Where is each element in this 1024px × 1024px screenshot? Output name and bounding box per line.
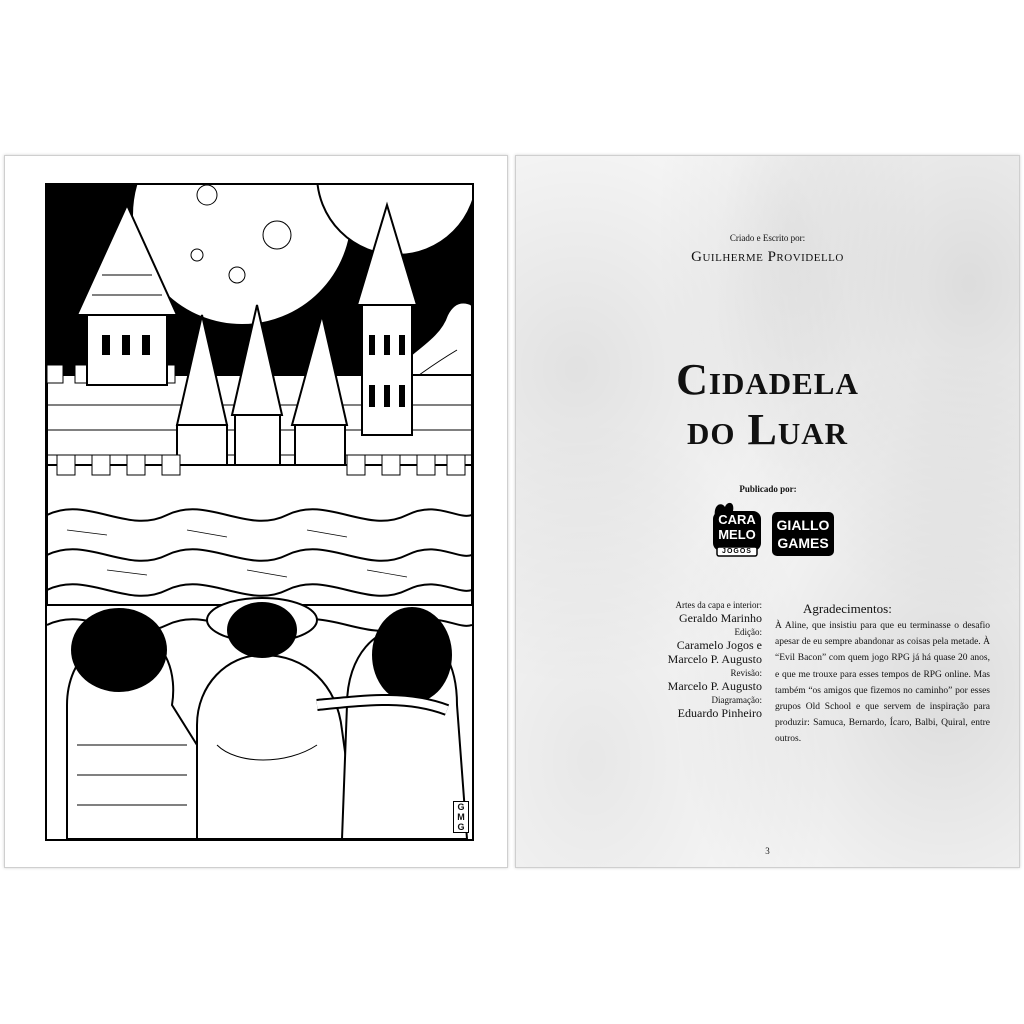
cover-illustration — [45, 183, 474, 841]
credit-value: Caramelo Jogos e — [676, 638, 762, 652]
caramelo-line2: MELO — [718, 527, 756, 542]
author-name: Guilherme Providello — [691, 249, 844, 265]
credit-value: Marcelo P. Augusto — [667, 652, 762, 666]
credit-value: Marcelo P. Augusto — [667, 679, 762, 693]
credit-value: Eduardo Pinheiro — [677, 706, 762, 720]
caramelo-jogos-logo — [709, 497, 765, 559]
book-title-line2: do Luar — [686, 405, 848, 454]
acknowledgements-text: À Aline, que insistiu para que eu terminasse o desafio apesar de eu sempre abandonar as coisas pela metade. À “Evil Bacon” com quem jogo RPG já há quase 20 anos, e que me trouxe para esses tempos de RPG online. Mas também “os amigos que fizemos no caminho” por esses grupos Old School e que servem de inspiração para produzir: Samuca, Bernardo, Ícaro, Balbi, Quiral, entre outros. — [775, 621, 990, 745]
page-number: 3 — [765, 846, 770, 856]
left-page — [4, 155, 508, 868]
acknowledgements-title: Agradecimentos: — [803, 601, 892, 616]
credit-value: Geraldo Marinho — [679, 611, 762, 625]
giallo-line1: GIALLO — [776, 517, 830, 533]
created-by-label: Criado e Escrito por: — [729, 233, 806, 243]
right-page — [515, 155, 1020, 868]
published-by-label: Publicado por: — [739, 484, 797, 494]
artist-signature: GMG — [453, 801, 469, 833]
giallo-games-logo — [772, 512, 834, 556]
caramelo-line1: CARA — [718, 512, 756, 527]
book-title-line1: Cidadela — [676, 355, 859, 404]
credit-label: Diagramação: — [711, 695, 762, 705]
credit-label: Edição: — [734, 627, 762, 637]
credits-block — [626, 600, 762, 722]
credit-label: Revisão: — [730, 668, 762, 678]
credit-label: Artes da capa e interior: — [675, 600, 762, 610]
giallo-line2: GAMES — [777, 535, 829, 551]
caramelo-line3: JOGOS — [722, 548, 752, 555]
castle-illustration-art — [47, 185, 472, 839]
